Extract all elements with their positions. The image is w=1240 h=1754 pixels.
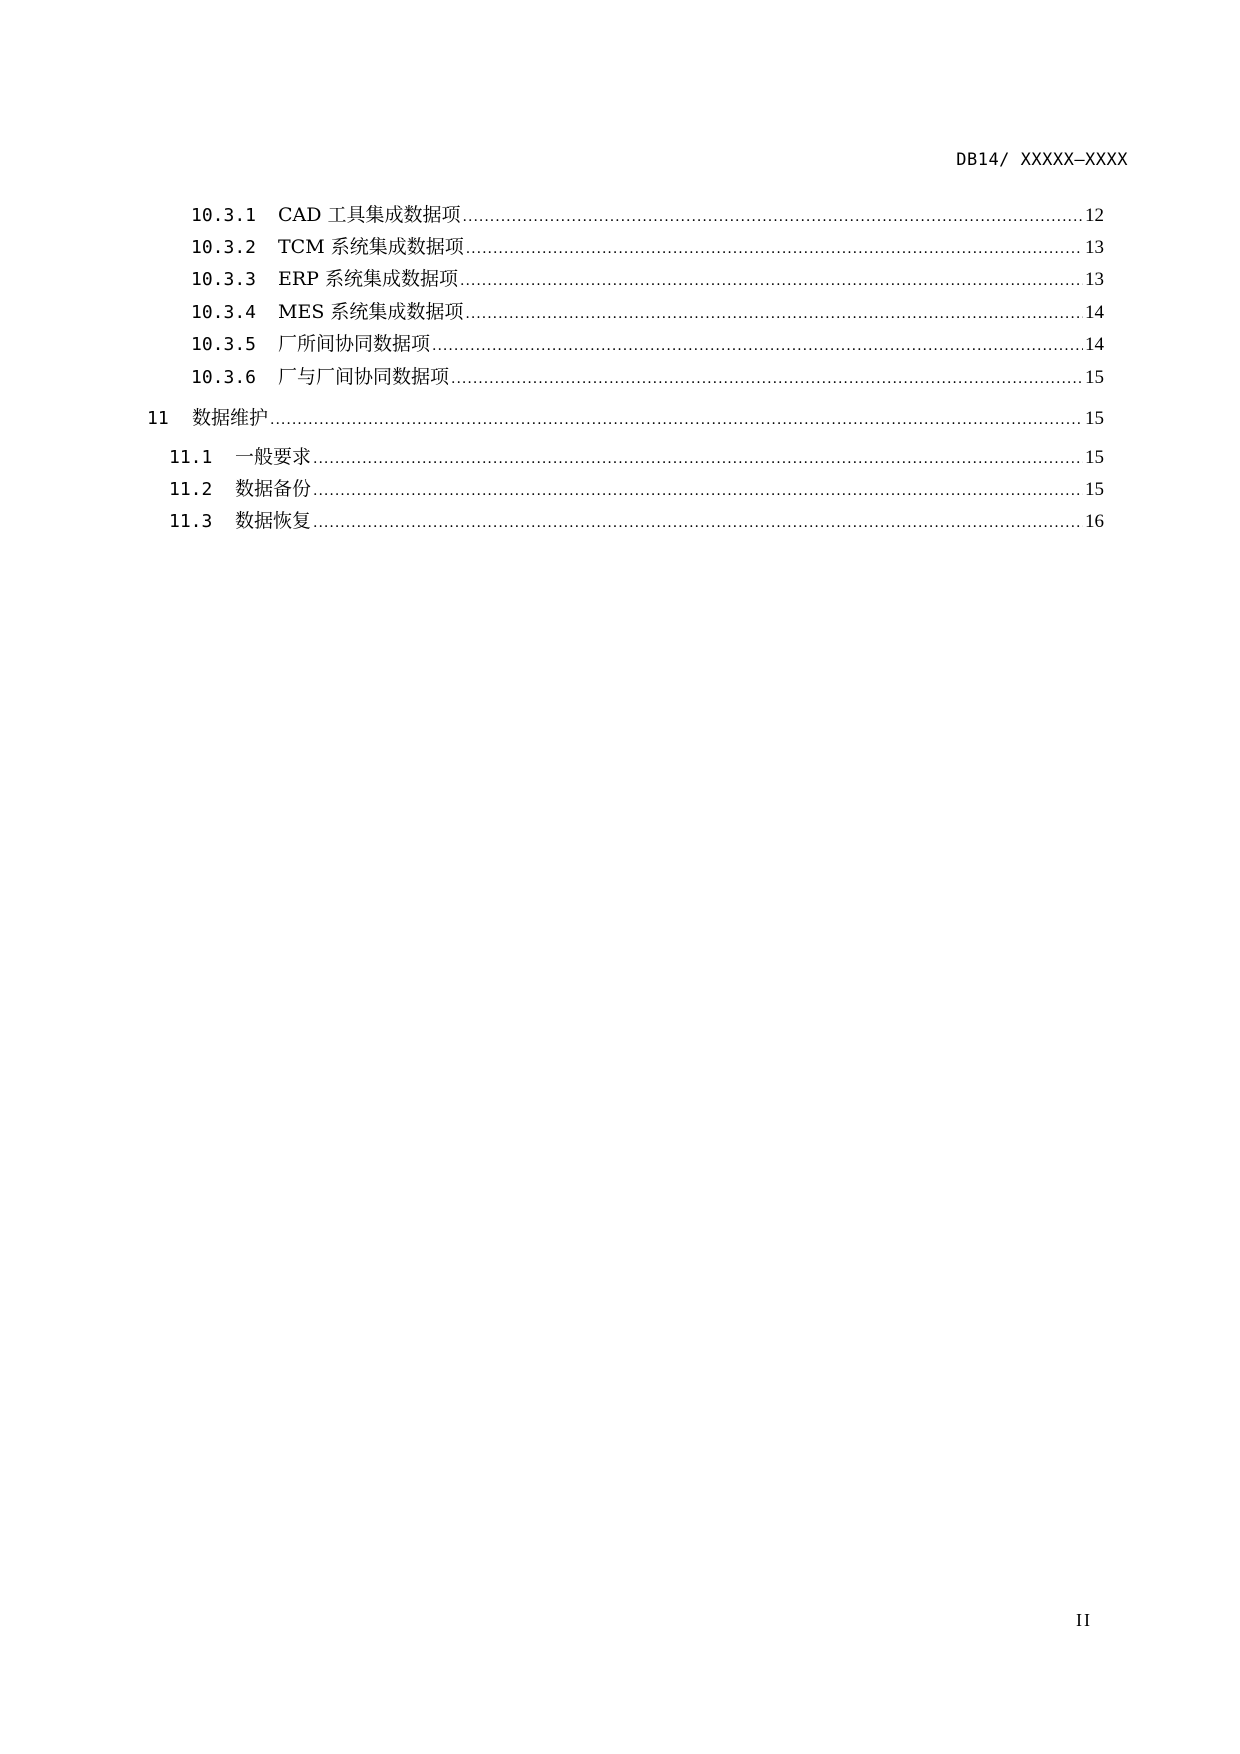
toc-entry-11-3[interactable] — [169, 507, 1104, 535]
toc-entry-page: 14 — [1085, 302, 1104, 323]
toc-entry-page: 13 — [1085, 237, 1104, 258]
toc-entry-title: ERP 系统集成数据项 — [278, 268, 458, 290]
toc-entry-title: 厂所间协同数据项 — [278, 333, 431, 355]
toc-dot-leader — [466, 235, 1083, 263]
toc-entry-title: MES 系统集成数据项 — [278, 301, 464, 323]
toc-entry-page: 15 — [1085, 408, 1104, 429]
toc-entry-number: 11.1 — [169, 447, 213, 468]
toc-entry-title: 厂与厂间协同数据项 — [278, 366, 450, 388]
toc-entry-title: TCM 系统集成数据项 — [278, 236, 464, 258]
toc-entry-page: 15 — [1085, 479, 1104, 500]
toc-dot-leader — [313, 509, 1083, 537]
toc-entry-page: 16 — [1085, 511, 1104, 532]
toc-entry-number: 10.3.2 — [191, 237, 257, 258]
toc-dot-leader — [313, 477, 1083, 505]
toc-entry-title: 数据备份 — [235, 478, 312, 500]
toc-entry-page: 14 — [1085, 334, 1104, 355]
toc-dot-leader — [463, 203, 1083, 231]
toc-entry-10-3-3[interactable] — [191, 265, 1104, 293]
toc-dot-leader — [465, 300, 1083, 328]
toc-entry-number: 10.3.3 — [191, 269, 257, 290]
toc-entry-10-3-5[interactable] — [191, 330, 1104, 358]
document-code: DB14/ XXXXX—XXXX — [956, 150, 1128, 170]
toc-entry-title: 数据维护 — [192, 407, 269, 429]
toc-entry-number: 10.3.1 — [191, 205, 257, 226]
toc-entry-11[interactable] — [147, 404, 1104, 432]
toc-entry-10-3-1[interactable] — [191, 201, 1104, 229]
toc-entry-10-3-6[interactable] — [191, 363, 1104, 391]
toc-entry-number: 10.3.4 — [191, 302, 257, 323]
toc-entry-number: 11.3 — [169, 511, 213, 532]
toc-entry-page: 15 — [1085, 447, 1104, 468]
toc-entry-title: 数据恢复 — [235, 510, 312, 532]
toc-dot-leader — [451, 365, 1083, 393]
toc-entry-number: 10.3.5 — [191, 334, 257, 355]
toc-dot-leader — [270, 406, 1083, 434]
toc-entry-number: 10.3.6 — [191, 367, 257, 388]
toc-entry-10-3-4[interactable] — [191, 298, 1104, 326]
toc-entry-title: 一般要求 — [235, 446, 312, 468]
page-number: II — [1076, 1610, 1092, 1630]
toc-entry-page: 13 — [1085, 269, 1104, 290]
toc-entry-10-3-2[interactable] — [191, 233, 1104, 261]
toc-entry-number: 11.2 — [169, 479, 213, 500]
toc-dot-leader — [432, 332, 1083, 360]
toc-entry-page: 15 — [1085, 367, 1104, 388]
toc-dot-leader — [313, 445, 1083, 473]
toc-entry-title: CAD 工具集成数据项 — [278, 204, 461, 226]
toc-entry-11-2[interactable] — [169, 475, 1104, 503]
toc-dot-leader — [460, 267, 1083, 295]
toc-entry-11-1[interactable] — [169, 443, 1104, 471]
toc-entry-number: 11 — [147, 408, 169, 429]
toc-entry-page: 12 — [1085, 205, 1104, 226]
